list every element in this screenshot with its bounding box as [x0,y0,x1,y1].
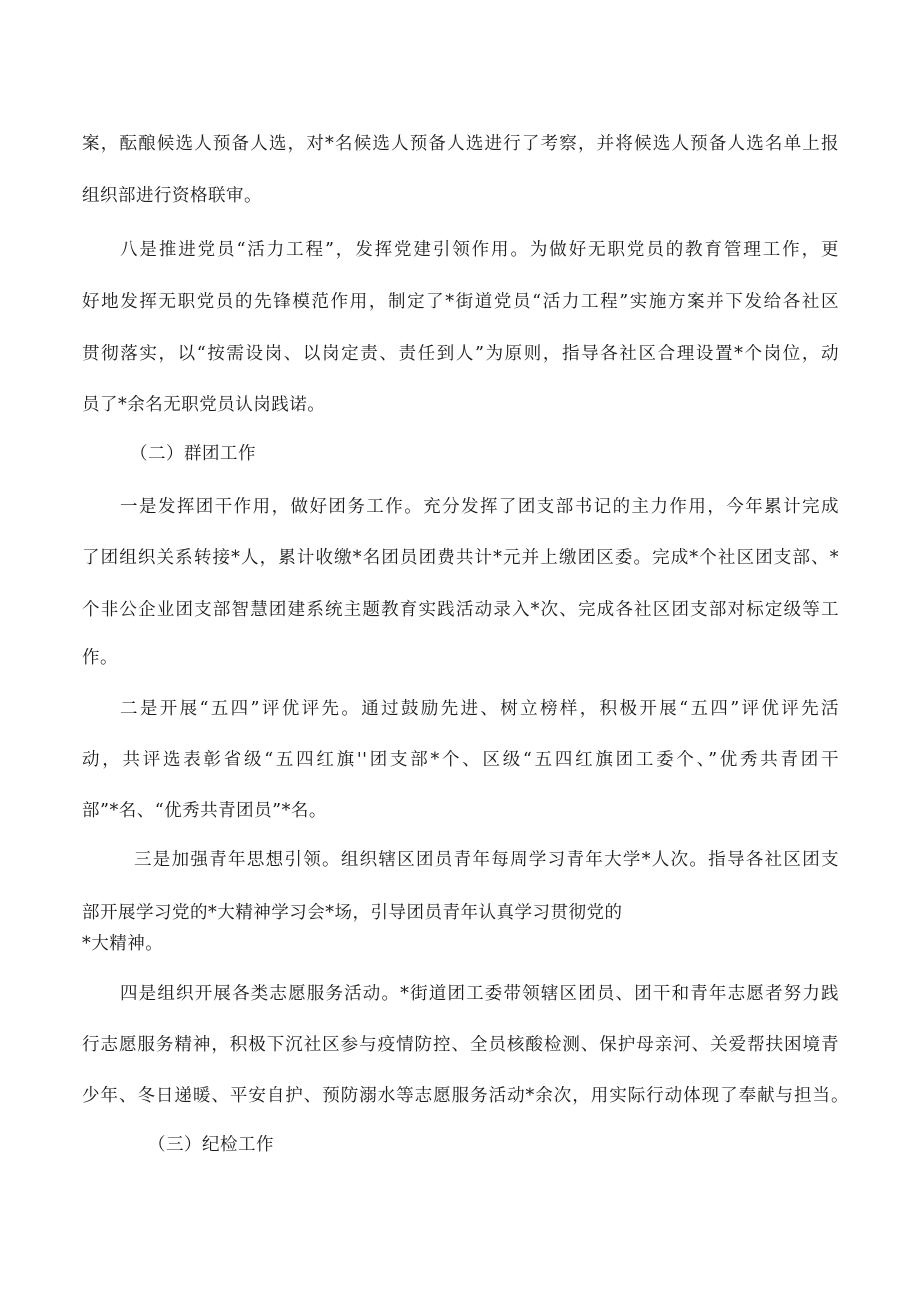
text-line: 贯彻落实，以“按需设岗、以岗定责、责任到人”为原则，指导各社区合理设置*个岗位，动 [82,344,839,364]
text-line: 部开展学习党的*大精神学习会*场，引导团员青年认真学习贯彻党的 [82,903,623,923]
text-line: 个非公企业团支部智慧团建系统主题教育实践活动录入*次、完成各社区团支部对标定级等工 [82,600,839,620]
text-line: 动，共评选表彰省级“五四红旗''团支部*个、区级“五四红旗团工委个、”优秀共青团干 [82,750,839,770]
text-line: 一是发挥团干作用，做好团务工作。充分发挥了团支部书记的主力作用，今年累计完成 [120,497,839,517]
text-line: 四是组织开展各类志愿服务活动。*街道团工委带领辖区团员、团干和青年志愿者努力践 [120,984,839,1004]
text-line: 八是推进党员“活力工程”，发挥党建引领作用。为做好无职党员的教育管理工作，更 [120,240,839,260]
text-line: 案，酝酿候选人预备人选，对*名候选人预备人选进行了考察，并将候选人预备人选名单上报 [82,134,839,154]
text-line: *大精神。 [82,934,164,954]
text-line: 组织部进行资格联审。 [82,186,262,206]
section-heading: （二）群团工作 [130,444,256,464]
text-line: 员了*余名无职党员认岗践诺。 [82,395,326,415]
section-heading: （三）纪检工作 [148,1135,274,1155]
text-line: 三是加强青年思想引领。组织辖区团员青年每周学习青年大学*人次。指导各社区团支 [134,850,839,870]
text-line: 好地发挥无职党员的先锋模范作用，制定了*街道党员“活力工程”实施方案并下发给各社区 [82,292,839,312]
text-line: 作。 [82,648,118,668]
text-line: 二是开展“五四”评优评先。通过鼓励先进、树立榜样，积极开展“五四”评优评先活 [120,699,839,719]
text-line: 行志愿服务精神，积极下沉社区参与疫情防控、全员核酸检测、保护母亲河、关爱帮扶困境青 [82,1035,839,1055]
text-line: 少年、冬日递暖、平安自护、预防溺水等志愿服务活动*余次，用实际行动体现了奉献与担当。 [82,1086,849,1106]
text-line: 了团组织关系转接*人，累计收缴*名团员团费共计*元并上缴团区委。完成*个社区团支部、* [82,548,839,568]
text-line: 部”*名、“优秀共青团员”*名。 [82,801,327,821]
